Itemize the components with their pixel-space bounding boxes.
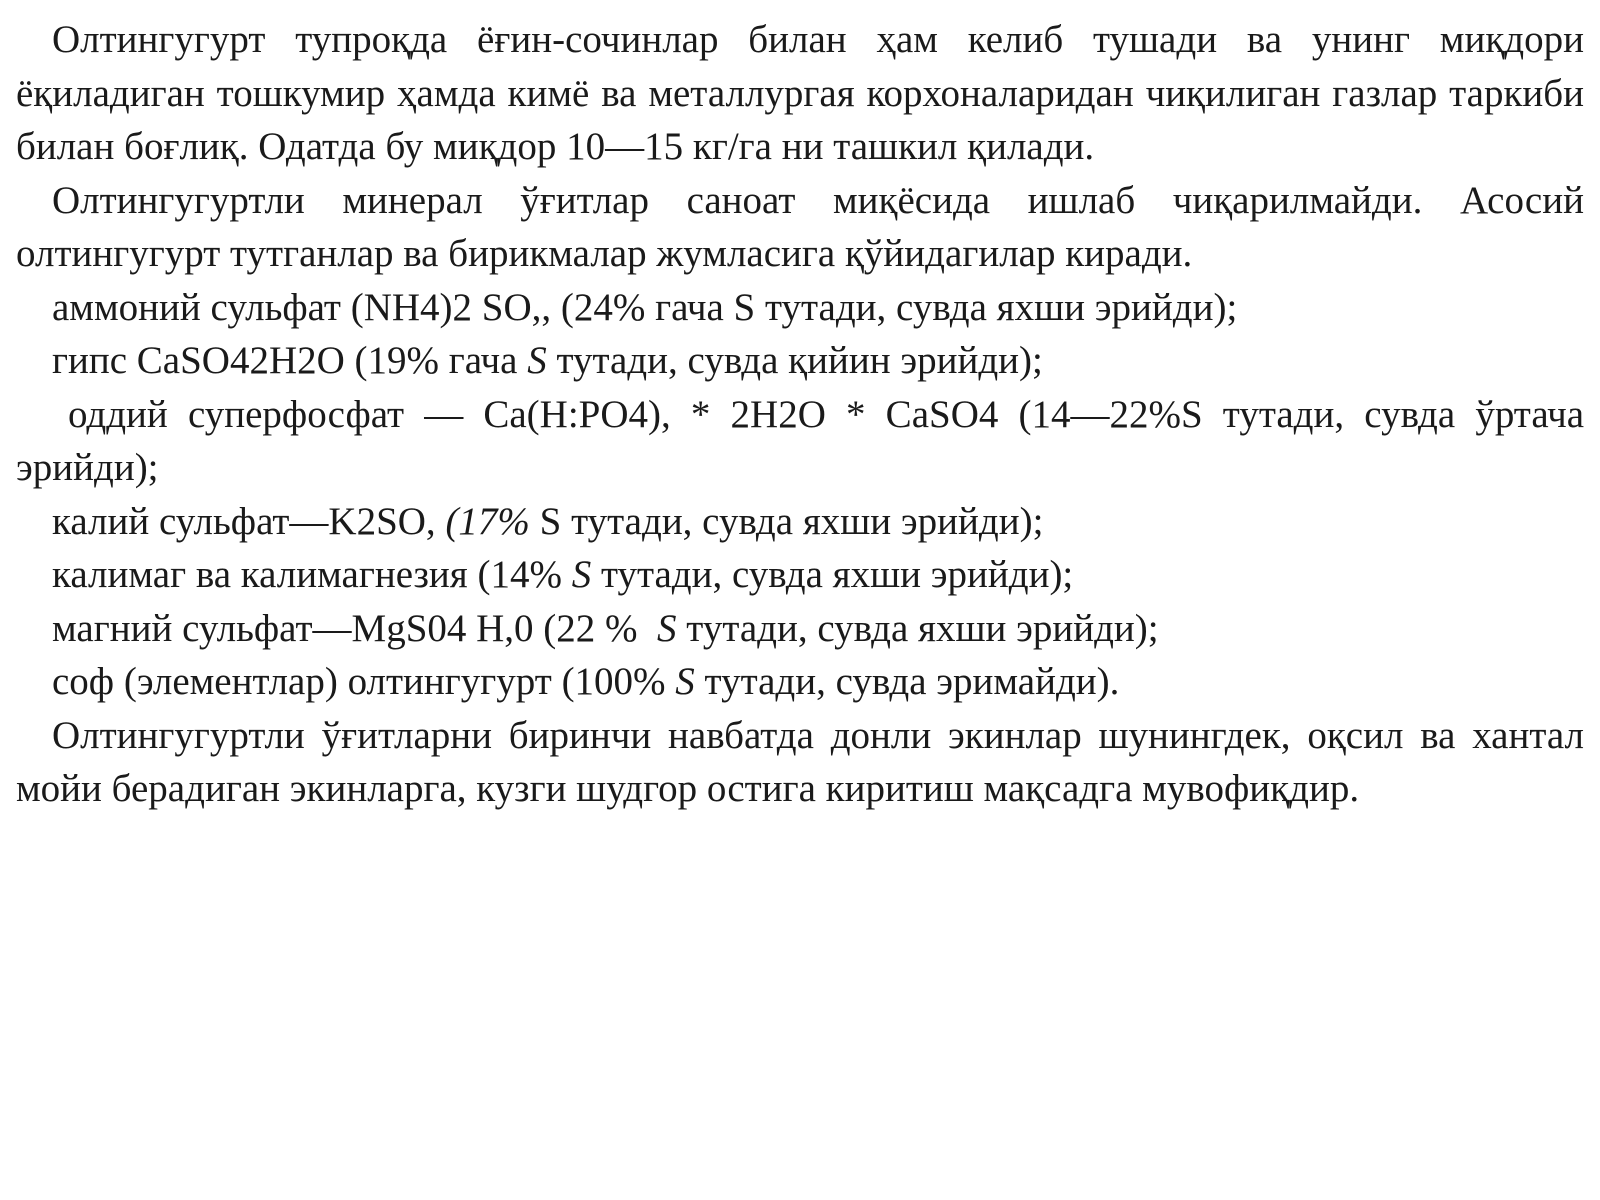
paragraph-sulfur-fertilizers-intro: Олтингугуртли минерал ўғитлар саноат миқёсида ишлаб чиқарилмайди. Асосий олтингугурт тутганлар ва бирикмалар жумласига қўйидагилар киради. bbox=[16, 178, 1584, 275]
list-item-magnesium-sulfate bbox=[16, 602, 1584, 656]
list-item-potassium-sulfate bbox=[16, 495, 1584, 549]
kalimag-sulfur-symbol: S bbox=[571, 553, 592, 596]
magnesium-text-start: магний сульфат—MgS04 H,0 (22 % bbox=[52, 606, 658, 650]
elemental-text-start: соф (элементлар) олтингугурт (100% bbox=[52, 660, 676, 703]
list-item-ammonium-sulfate: аммоний сульфат (NH4)2 SO,, (24% гача S тутади, сувда яхши эрийди); bbox=[52, 285, 1238, 329]
elemental-sulfur-symbol: S bbox=[675, 660, 695, 703]
list-item-kalimag bbox=[16, 548, 1584, 602]
paragraph-sulfur-sources: Олтингугурт тупроқда ёғин-сочинлар билан ҳам келиб тушади ва унинг миқдори ёқиладиган тошкумир ҳамда кимё ва металлургая корхоналаридан чиқилиган газлар таркиби билан боғлиқ. Одатда бу миқдор 10—15 кг/га ни ташкил қилади. bbox=[16, 18, 1584, 168]
list-item-elemental-sulfur bbox=[16, 655, 1584, 709]
potassium-percent: (17% bbox=[445, 499, 530, 543]
list-item-gypsum bbox=[16, 334, 1584, 388]
gypsum-sulfur-symbol: S bbox=[527, 339, 547, 382]
gypsum-text-start: гипс CaSO42H2O (19% гача bbox=[52, 339, 528, 382]
kalimag-text-end: тутади, сувда яхши эрийди); bbox=[591, 553, 1074, 596]
potassium-text-start: калий сульфат—K2SO, bbox=[52, 499, 446, 543]
elemental-text-end: тутади, сувда эримайди). bbox=[694, 660, 1120, 703]
gypsum-text-end: тутади, сувда қийин эрийди); bbox=[546, 339, 1043, 382]
kalimag-text-start: калимаг ва калимагнезия (14% bbox=[52, 553, 572, 596]
magnesium-text-end: тутади, сувда яхши эрийди); bbox=[676, 606, 1159, 650]
paragraph-application-recommendation: Олтингугуртли ўғитларни биринчи навбатда донли экинлар шунингдек, оқсил ва хантал мойи берадиган экинларга, кузги шудгор остига киритиш мақсадга мувофиқдир. bbox=[16, 713, 1584, 810]
document-page bbox=[16, 13, 1584, 816]
list-item-superphosphate: оддий суперфосфат — Ca(H:PO4), * 2H2O * CaSO4 (14—22%S тутади, сувда ўртача эрийди); bbox=[16, 392, 1584, 489]
magnesium-sulfur-symbol: S bbox=[657, 606, 677, 650]
potassium-text-end: S тутади, сувда яхши эрийди); bbox=[529, 499, 1044, 543]
